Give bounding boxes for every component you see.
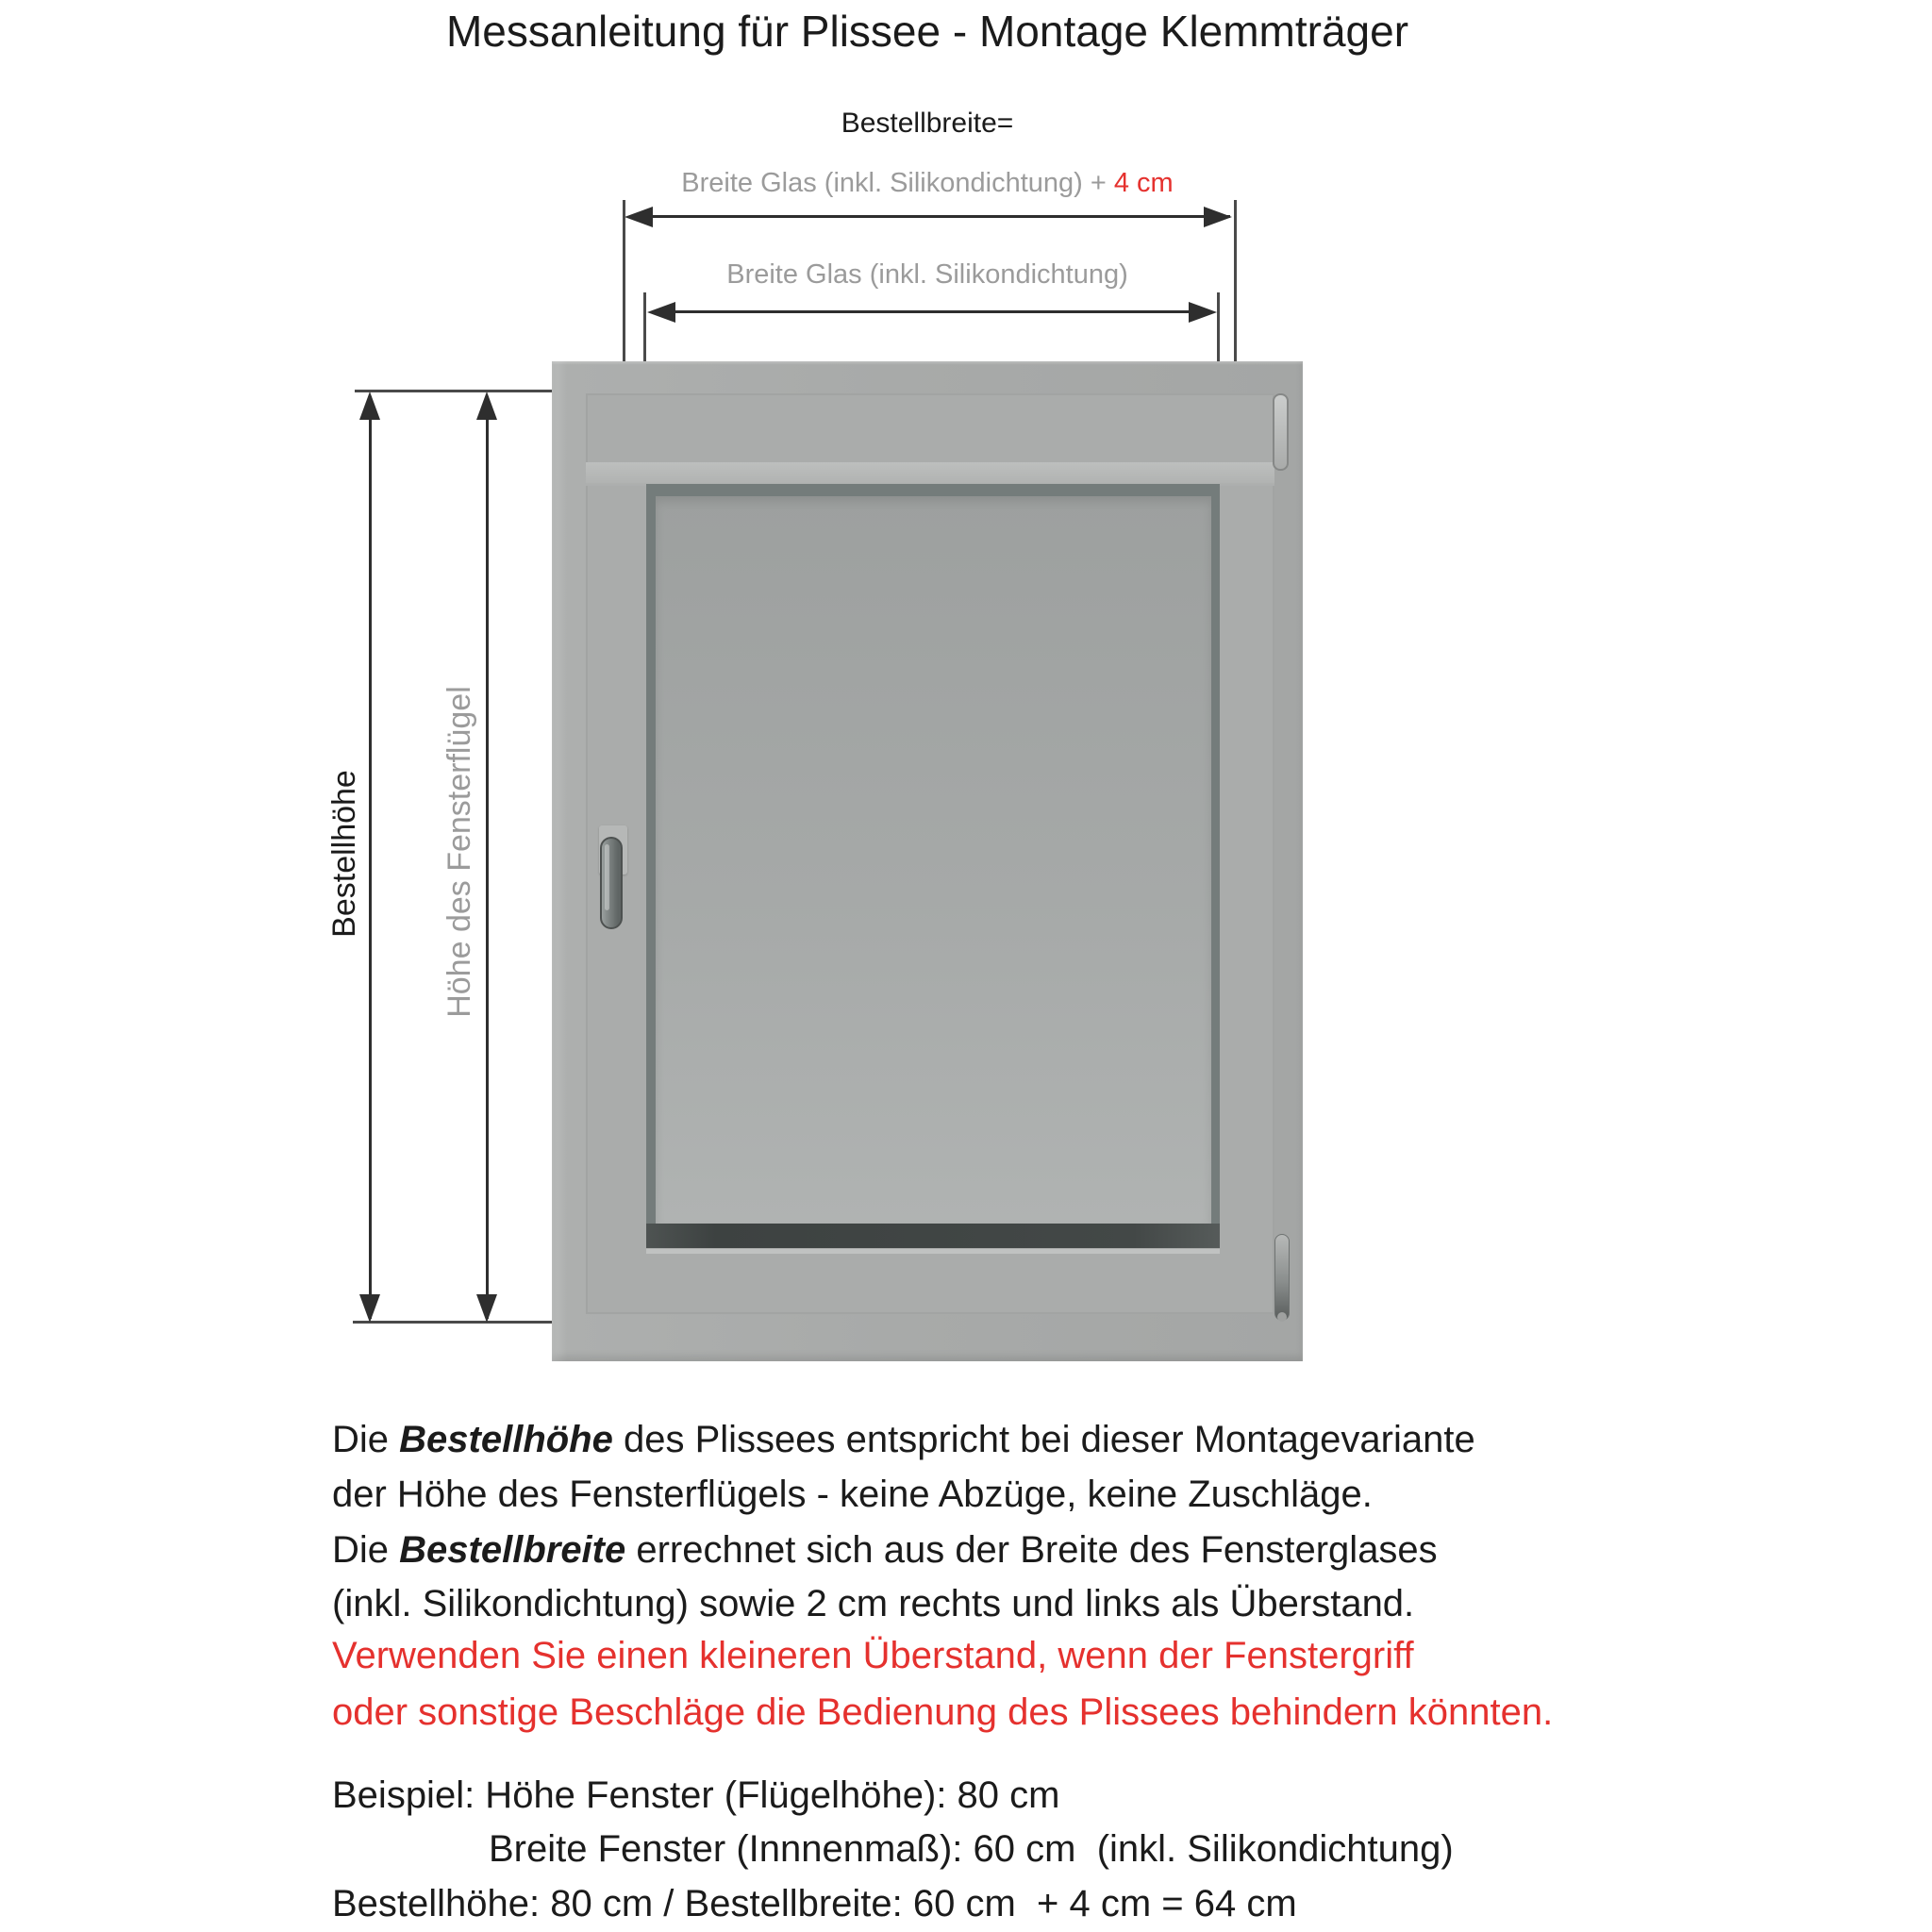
page-title: Messanleitung für Plissee - Montage Klemmträger — [445, 7, 1409, 56]
body-line-3-term: Bestellbreite — [399, 1529, 626, 1571]
warning-line-2: oder sonstige Beschläge die Bedienung des Plissees behindern könnten. — [332, 1691, 1554, 1733]
window-hinge-top — [1273, 393, 1289, 471]
body-line-1-pre: Die — [332, 1419, 400, 1460]
body-line-3 — [332, 1527, 1438, 1573]
order-height-bottom-arrowhead-icon — [359, 1294, 380, 1323]
sash-height-label: Höhe des Fensterflügel — [441, 686, 477, 1018]
glass-width-plus-gray-text: Breite Glas (inkl. Silikondichtung) + — [681, 168, 1114, 198]
body-line-1-term: Bestellhöhe — [399, 1419, 613, 1460]
glass-width-plus-red-text: 4 cm — [1113, 168, 1174, 198]
width-arrow-inner-line — [653, 310, 1211, 313]
glazing-bead-bottom — [646, 1249, 1220, 1254]
example-line-2: Breite Fenster (Innnenmaß): 60 cm (inkl. Silikondichtung) — [489, 1828, 1454, 1870]
body-line-3-post: errechnet sich aus der Breite des Fensterglases — [625, 1529, 1438, 1571]
example-line-1: Beispiel: Höhe Fenster (Flügelhöhe): 80 cm — [332, 1774, 1060, 1816]
order-height-arrow-line — [369, 396, 372, 1319]
sash-height-bottom-arrowhead-icon — [476, 1294, 497, 1323]
order-height-top-arrowhead-icon — [359, 391, 380, 420]
body-line-3-pre: Die — [332, 1529, 400, 1571]
glass-bottom-shadow — [646, 1224, 1220, 1248]
order-height-label: Bestellhöhe — [326, 770, 362, 938]
sash-height-arrow-line — [486, 396, 489, 1319]
glass-width-label: Breite Glas (inkl. Silikondichtung) — [726, 259, 1128, 290]
width-arrow-outer-left-arrowhead-icon — [625, 207, 653, 227]
warning-line-1: Verwenden Sie einen kleineren Überstand, wenn der Fenstergriff — [332, 1635, 1414, 1676]
width-arrow-inner-left-arrowhead-icon — [647, 302, 675, 323]
window-handle — [600, 837, 623, 929]
body-line-4: (inkl. Silikondichtung) sowie 2 cm rechts und links als Überstand. — [332, 1583, 1415, 1624]
width-arrow-inner-right-arrowhead-icon — [1189, 302, 1217, 323]
width-arrow-outer-right-arrowhead-icon — [1204, 207, 1232, 227]
order-width-label: Bestellbreite= — [841, 108, 1014, 139]
body-line-1 — [332, 1417, 1475, 1462]
example-line-3: Bestellhöhe: 80 cm / Bestellbreite: 60 cm + 4 cm = 64 cm — [332, 1883, 1297, 1924]
window-glass-bevel — [646, 484, 1220, 1248]
body-line-1-post: des Plissees entspricht bei dieser Montagevariante — [612, 1419, 1475, 1460]
glass-width-plus-label — [0, 168, 1855, 199]
glazing-bead-highlight — [586, 462, 1274, 486]
width-arrow-outer-line — [630, 215, 1230, 218]
sash-height-top-arrowhead-icon — [476, 391, 497, 420]
body-line-2: der Höhe des Fensterflügels - keine Abzüge, keine Zuschläge. — [332, 1474, 1373, 1515]
window-illustration — [552, 361, 1303, 1361]
window-hinge-bottom — [1274, 1234, 1290, 1321]
window-glass — [656, 496, 1211, 1224]
